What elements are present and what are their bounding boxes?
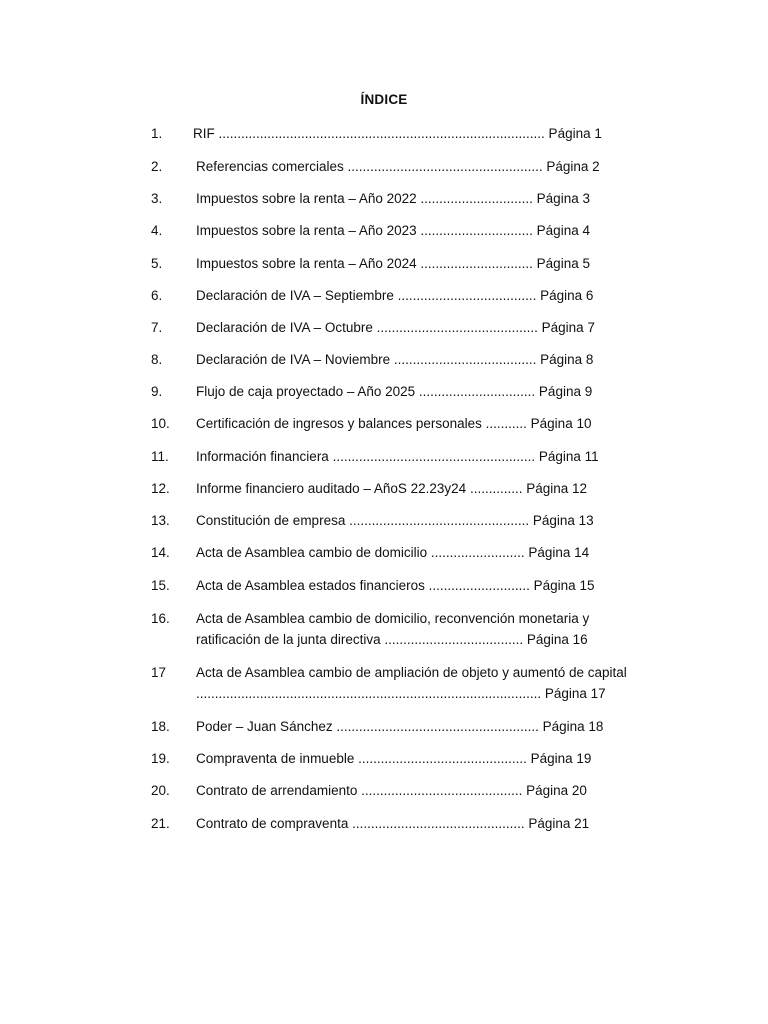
entry-number: 4. [151,223,163,238]
entry-text: Contrato de arrendamiento ........................................... Página 20 [196,783,587,798]
entry-text: Acta de Asamblea cambio de domicilio ......................... Página 14 [196,545,590,560]
entry-text: Declaración de IVA – Septiembre ..................................... Página 6 [196,288,594,303]
entry-text: Certificación de ingresos y balances personales ........... Página 10 [196,416,592,431]
entry-number: 21. [151,816,170,831]
entry-number: 8. [151,352,163,367]
entry-number: 13. [151,513,170,528]
index-title: ÍNDICE [360,92,408,107]
entry-number: 7. [151,320,163,335]
entry-text: Impuestos sobre la renta – Año 2024 .............................. Página 5 [196,256,590,271]
entry-number: 3. [151,191,163,206]
entry-text: Información financiera ...................................................... Página 11 [196,449,599,464]
entry-text-line-1: Acta de Asamblea cambio de domicilio, reconvención monetaria y [196,611,590,626]
entry-number: 9. [151,384,163,399]
entry-text: Referencias comerciales .................................................... Página 2 [196,159,600,174]
entry-number: 15. [151,578,170,593]
entry-text: Constitución de empresa ................................................ Página 13 [196,513,594,528]
entry-number: 20. [151,783,170,798]
entry-text: Impuestos sobre la renta – Año 2022 .............................. Página 3 [196,191,590,206]
entry-text: Contrato de compraventa .............................................. Página 21 [196,816,590,831]
entry-text: Poder – Juan Sánchez ...................................................... Página 18 [196,719,604,734]
entry-number: 10. [151,416,170,431]
entry-number: 17 [151,665,167,680]
entry-number: 12. [151,481,170,496]
entry-text-line-1: Acta de Asamblea cambio de ampliación de objeto y aumentó de capital [196,665,627,680]
entry-number: 14. [151,545,170,560]
entry-number: 2. [151,159,163,174]
entry-text: Flujo de caja proyectado – Año 2025 ............................... Página 9 [196,384,593,399]
entry-text: Declaración de IVA – Noviembre ...................................... Página 8 [196,352,594,367]
entry-text-line-2: ............................................................................................ Página 17 [196,686,606,701]
entry-number: 5. [151,256,163,271]
entry-text: Acta de Asamblea estados financieros ........................... Página 15 [196,578,595,593]
entry-number: 1. [151,126,163,141]
entry-text: RIF ....................................................................................... Página 1 [193,126,602,141]
entry-number: 19. [151,751,170,766]
entry-text-line-2: ratificación de la junta directiva ..................................... Página 16 [196,632,588,647]
entry-number: 18. [151,719,170,734]
entry-number: 11. [151,449,169,464]
entry-text: Compraventa de inmueble ............................................. Página 19 [196,751,592,766]
entry-text: Declaración de IVA – Octubre ........................................... Página 7 [196,320,595,335]
entry-number: 16. [151,611,170,626]
entry-number: 6. [151,288,163,303]
entry-text: Impuestos sobre la renta – Año 2023 .............................. Página 4 [196,223,590,238]
entry-text: Informe financiero auditado – AñoS 22.23y24 .............. Página 12 [196,481,588,496]
